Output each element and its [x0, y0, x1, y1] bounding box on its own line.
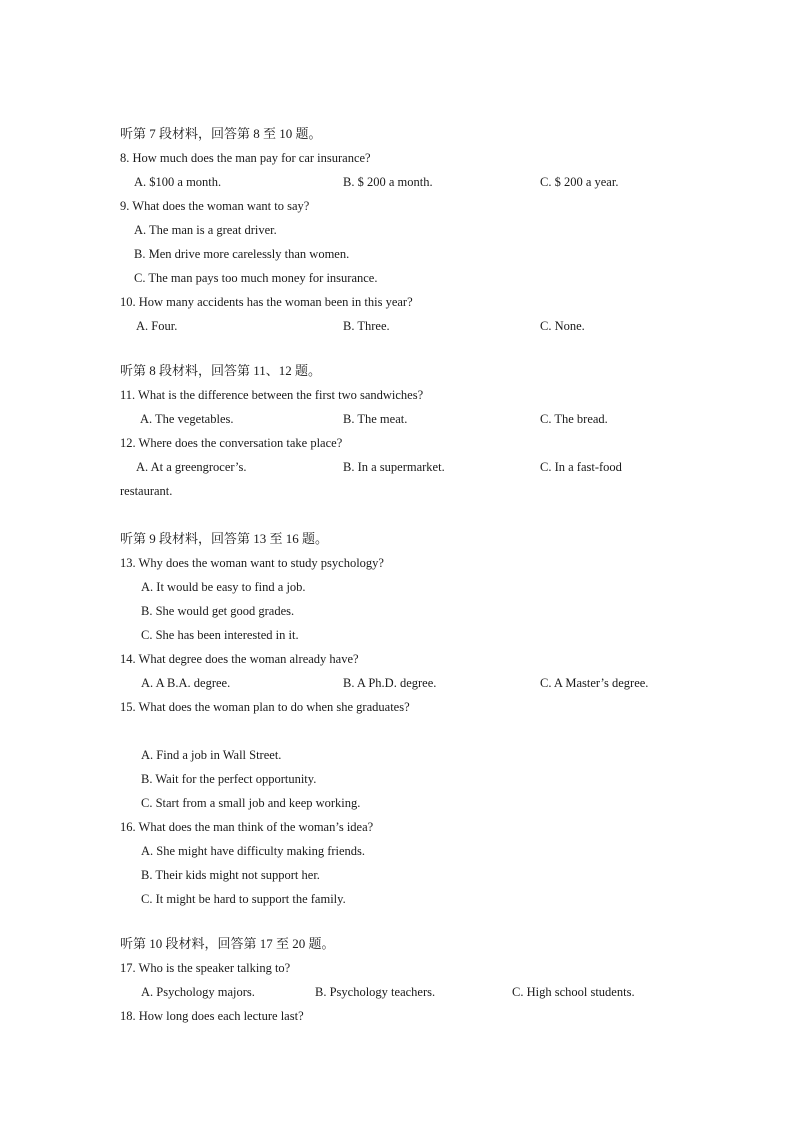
- question-stem: 9. What does the woman want to say?: [120, 199, 310, 213]
- option-a: A. It would be easy to find a job.: [141, 580, 306, 594]
- option-b: B. $ 200 a month.: [343, 175, 433, 189]
- question-stem: 12. Where does the conversation take place?: [120, 436, 343, 450]
- question-stem: 14. What degree does the woman already have?: [120, 652, 359, 666]
- option-b: B. Three.: [343, 319, 390, 333]
- section-heading: 听第 8 段材料，回答第 11、12 题。: [120, 363, 322, 378]
- option-a: A. Four.: [136, 319, 178, 333]
- option-a: A. Psychology majors.: [141, 985, 255, 999]
- question-stem: 8. How much does the man pay for car insurance?: [120, 151, 371, 165]
- section-heading: 听第 7 段材料，回答第 8 至 10 题。: [120, 126, 322, 141]
- option-a: A. She might have difficulty making friends.: [141, 844, 366, 858]
- option-c: C. High school students.: [512, 985, 635, 999]
- option-a: A. Find a job in Wall Street.: [141, 748, 282, 762]
- option-c: C. Start from a small job and keep working.: [141, 796, 361, 810]
- question-stem: 11. What is the difference between the first two sandwiches?: [120, 388, 424, 402]
- option-a: A. A B.A. degree.: [141, 676, 231, 690]
- option-c: C. $ 200 a year.: [540, 175, 619, 189]
- question-stem: 18. How long does each lecture last?: [120, 1009, 304, 1023]
- option-c: C. The bread.: [540, 412, 608, 426]
- option-a: A. The man is a great driver.: [134, 223, 277, 237]
- option-b: B. Wait for the perfect opportunity.: [141, 772, 317, 786]
- option-c: C. She has been interested in it.: [141, 628, 299, 642]
- option-c: C. It might be hard to support the family.: [141, 892, 346, 906]
- option-c: C. The man pays too much money for insurance.: [134, 271, 378, 285]
- option-a: A. At a greengrocer’s.: [136, 460, 247, 474]
- section-heading: 听第 10 段材料，回答第 17 至 20 题。: [120, 936, 335, 951]
- option-b: B. In a supermarket.: [343, 460, 445, 474]
- option-b: B. She would get good grades.: [141, 604, 295, 618]
- option-a: A. $100 a month.: [134, 175, 222, 189]
- question-stem: 15. What does the woman plan to do when she graduates?: [120, 700, 410, 714]
- option-c: C. A Master’s degree.: [540, 676, 649, 690]
- option-b: B. Their kids might not support her.: [141, 868, 320, 882]
- option-c: C. In a fast-food: [540, 460, 622, 474]
- option-a: A. The vegetables.: [140, 412, 234, 426]
- question-stem: 10. How many accidents has the woman been in this year?: [120, 295, 413, 309]
- option-b: B. Men drive more carelessly than women.: [134, 247, 350, 261]
- question-stem: 13. Why does the woman want to study psychology?: [120, 556, 384, 570]
- question-stem: 17. Who is the speaker talking to?: [120, 961, 291, 975]
- option-continuation: restaurant.: [120, 484, 173, 498]
- section-heading: 听第 9 段材料，回答第 13 至 16 题。: [120, 531, 329, 546]
- option-b: B. A Ph.D. degree.: [343, 676, 437, 690]
- option-b: B. Psychology teachers.: [315, 985, 436, 999]
- option-b: B. The meat.: [343, 412, 408, 426]
- option-c: C. None.: [540, 319, 585, 333]
- question-stem: 16. What does the man think of the woman’s idea?: [120, 820, 374, 834]
